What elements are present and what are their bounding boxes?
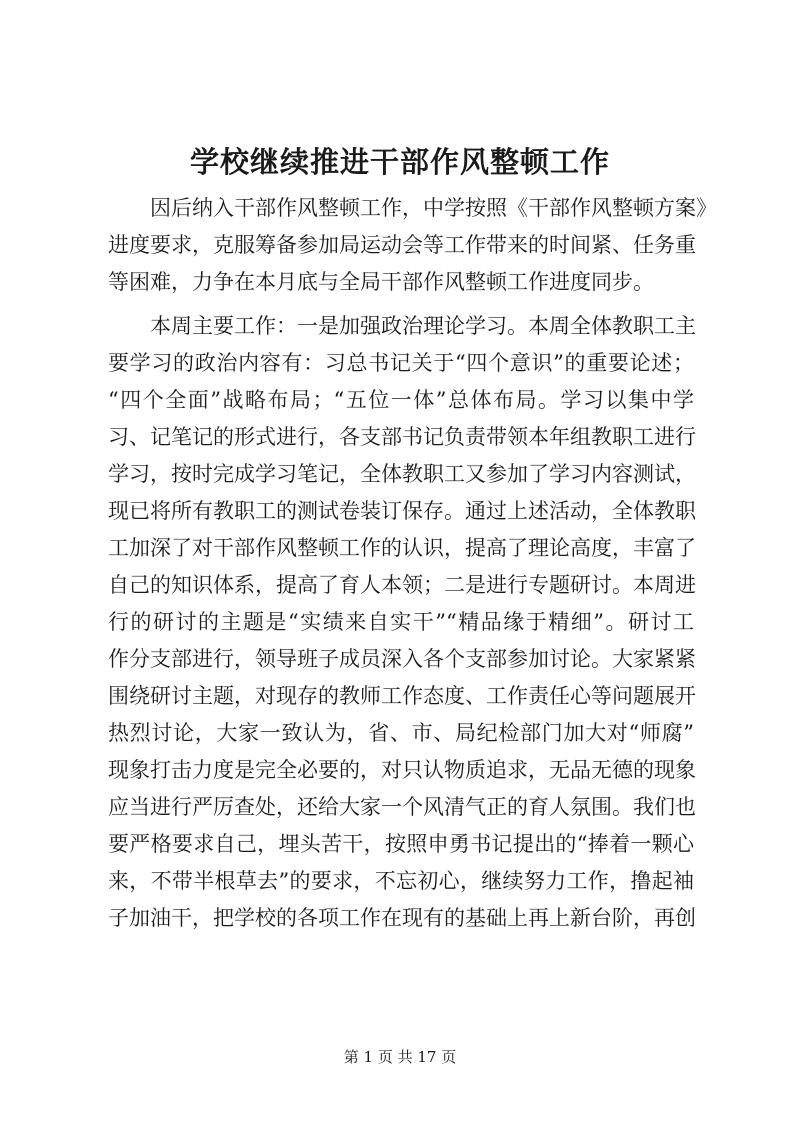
text-line: 进度要求，克服筹备参加局运动会等工作带来的时间紧、任务重 [108, 233, 696, 257]
text-line: 围绕研讨主题，对现存的教师工作态度、工作责任心等问题展开 [108, 684, 696, 708]
paragraph [108, 190, 717, 301]
text-line: 作分支部进行，领导班子成员深入各个支部参加讨论。大家紧紧 [108, 647, 696, 671]
text-line: 因后纳入干部作风整顿工作，中学按照《干部作风整顿方案》 [150, 196, 717, 220]
text-line: 习、记笔记的形式进行，各支部书记负责带领本年组教职工进行 [108, 425, 696, 449]
text-line: 要学习的政治内容有：习总书记关于“四个意识”的重要论述； [108, 351, 694, 375]
page-footer: 第 1 页 共 17 页 [343, 1048, 457, 1066]
text-line: 工加深了对干部作风整顿工作的认识，提高了理论高度，丰富了 [108, 536, 696, 560]
text-line: 行的研讨的主题是“实绩来自实干”“精品缘于精细”。研讨工 [108, 610, 694, 634]
text-line: 子加油干，把学校的各项工作在现有的基础上再上新台阶，再创 [108, 906, 696, 930]
text-line: 等困难，力争在本月底与全局干部作风整顿工作进度同步。 [108, 270, 654, 294]
text-line: 应当进行严厉查处，还给大家一个风清气正的育人氛围。我们也 [108, 795, 696, 819]
text-line: 来，不带半根草去”的要求，不忘初心，继续努力工作，撸起袖 [108, 869, 694, 893]
paragraph-gap [108, 301, 694, 308]
text-line: “四个全面”战略布局；“五位一体”总体布局。学习以集中学 [108, 388, 694, 412]
text-line: 现象打击力度是完全必要的，对只认物质追求，无品无德的现象 [108, 758, 696, 782]
text-line: 要严格要求自己，埋头苦干，按照申勇书记提出的“捧着一颗心 [108, 832, 694, 856]
text-line: 学习，按时完成学习笔记，全体教职工又参加了学习内容测试， [108, 462, 696, 486]
document-title: 学校继续推进干部作风整顿工作 [189, 145, 610, 179]
text-line: 现已将所有教职工的测试卷装订保存。通过上述活动，全体教职 [108, 499, 696, 523]
paragraph [108, 308, 694, 937]
text-line: 热烈讨论，大家一致认为，省、市、局纪检部门加大对“师腐” [108, 721, 694, 745]
document-body [108, 190, 717, 937]
text-line: 自己的知识体系，提高了育人本领；二是进行专题研讨。本周进 [108, 573, 696, 597]
text-line: 本周主要工作：一是加强政治理论学习。本周全体教职工主 [150, 314, 696, 338]
